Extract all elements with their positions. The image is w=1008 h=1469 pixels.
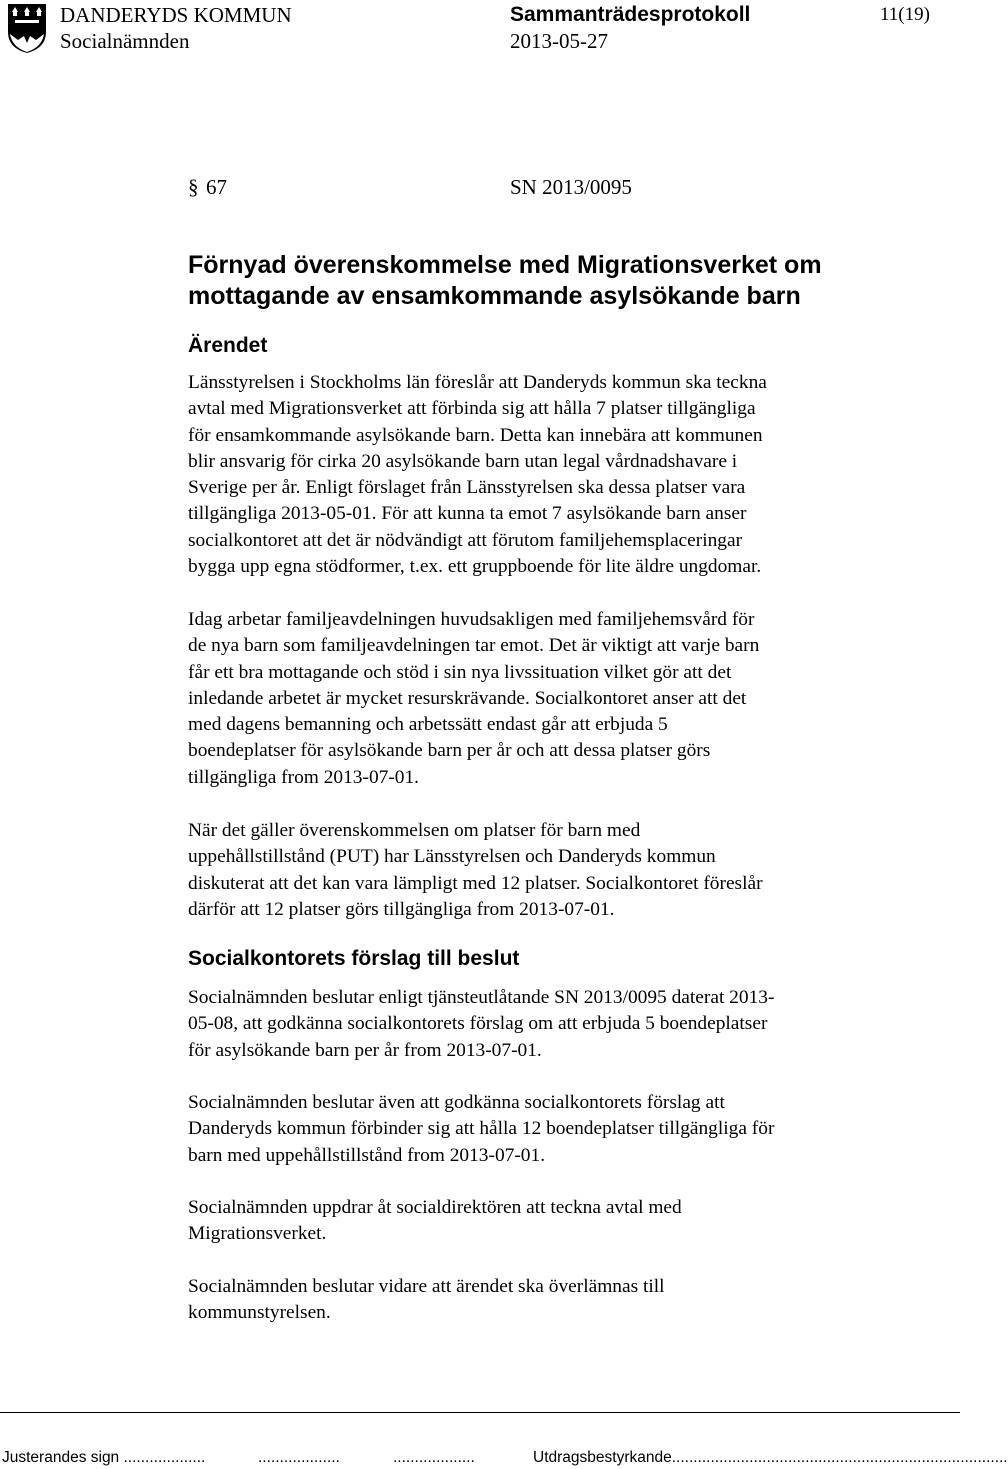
text-line: tillgängliga 2013-05-01. För att kunna ta emot 7 asylsökande barn anser [188, 503, 747, 525]
text-line: de nya barn som familjeavdelningen tar emot. Det är viktigt att varje barn [188, 635, 760, 657]
text-line: Idag arbetar familjeavdelningen huvudsakligen med familjehemsvård för [188, 609, 755, 630]
org-name: DANDERYDS KOMMUN [60, 3, 292, 27]
committee-name: Socialnämnden [60, 29, 190, 53]
body-paragraph [188, 1090, 888, 1169]
text-line: Socialnämnden beslutar vidare att ärendet ska överlämnas till [188, 1276, 665, 1297]
text-line: diskuterat att det kan vara lämpligt med 12 platser. Socialkontoret föreslår [188, 872, 763, 894]
municipality-logo-icon [6, 2, 48, 54]
text-line: barn med uppehållstillstånd from 2013-07-01. [188, 1144, 546, 1166]
document-title [188, 250, 822, 312]
text-line: 05-08, att godkänna socialkontorets förslag om att erbjuda 5 boendeplatser [188, 1013, 768, 1035]
footer-divider [0, 1412, 960, 1413]
text-line: socialkontoret att det är nödvändigt att förutom familjehemsplaceringar [188, 529, 743, 551]
text-line: därför att 12 platser görs tillgängliga from 2013-07-01. [188, 898, 615, 920]
body-paragraph [188, 370, 888, 580]
title-line: mottagande av ensamkommande asylsökande barn [188, 282, 801, 310]
body-paragraph [188, 985, 888, 1064]
body-paragraph [188, 818, 888, 923]
footer-justerandes-sign: Justerandes sign ................... [2, 1449, 206, 1466]
document-type: Sammanträdesprotokoll [510, 3, 751, 26]
footer-signature-dots: ................... [393, 1449, 475, 1466]
text-line: kommunstyrelsen. [188, 1302, 331, 1324]
text-line: Migrationsverket. [188, 1223, 327, 1245]
paragraph-symbol: § [188, 175, 199, 199]
footer-signature-dots: ................... [258, 1449, 340, 1466]
section-heading-arendet: Ärendet [188, 334, 268, 357]
text-line: Socialnämnden beslutar enligt tjänsteutlåtande SN 2013/0095 daterat 2013- [188, 987, 775, 1008]
text-line: bygga upp egna stödformer, t.ex. ett gruppboende för lite äldre ungdomar. [188, 556, 762, 578]
body-paragraph [188, 1195, 888, 1248]
body-paragraph [188, 607, 888, 791]
page-number: 11(19) [880, 4, 930, 25]
text-line: inledande arbetet är mycket resurskrävande. Socialkontoret anser att det [188, 687, 747, 709]
text-line: Länsstyrelsen i Stockholms län föreslår att Danderyds kommun ska teckna [188, 372, 767, 393]
footer-utdragsbestyrkande: Utdragsbestyrkande.............................................................................. [533, 1449, 1008, 1466]
text-line: för ensamkommande asylsökande barn. Detta kan innebära att kommunen [188, 424, 763, 446]
text-line: blir ansvarig för cirka 20 asylsökande barn utan legal vårdnadshavare i [188, 450, 738, 472]
text-line: med dagens bemanning och arbetssätt endast går att erbjuda 5 [188, 714, 668, 736]
text-line: Sverige per år. Enligt förslaget från Länsstyrelsen ska dessa platser vara [188, 477, 746, 499]
text-line: tillgängliga from 2013-07-01. [188, 766, 420, 788]
text-line: boendeplatser för asylsökande barn per år och att dessa platser görs [188, 740, 711, 762]
text-line: Socialnämnden uppdrar åt socialdirektören att teckna avtal med [188, 1197, 682, 1218]
text-line: Danderyds kommun förbinder sig att hålla 12 boendeplatser tillgängliga för [188, 1118, 775, 1140]
text-line: får ett bra mottagande och stöd i sin nya livssituation vilket gör att det [188, 661, 732, 683]
text-line: avtal med Migrationsverket att förbinda sig att hålla 7 platser tillgängliga [188, 398, 756, 420]
text-line: När det gäller överenskommelsen om platser för barn med [188, 820, 641, 841]
case-number: SN 2013/0095 [510, 175, 632, 199]
title-line: Förnyad överenskommelse med Migrationsverket om [188, 251, 822, 279]
body-paragraph [188, 1274, 888, 1327]
text-line: för asylsökande barn per år from 2013-07-01. [188, 1039, 542, 1061]
meeting-date: 2013-05-27 [510, 29, 608, 53]
section-heading-forslag: Socialkontorets förslag till beslut [188, 947, 520, 970]
paragraph-number: 67 [206, 175, 227, 199]
text-line: Socialnämnden beslutar även att godkänna socialkontorets förslag att [188, 1092, 725, 1113]
text-line: uppehållstillstånd (PUT) har Länsstyrelsen och Danderyds kommun [188, 846, 716, 868]
